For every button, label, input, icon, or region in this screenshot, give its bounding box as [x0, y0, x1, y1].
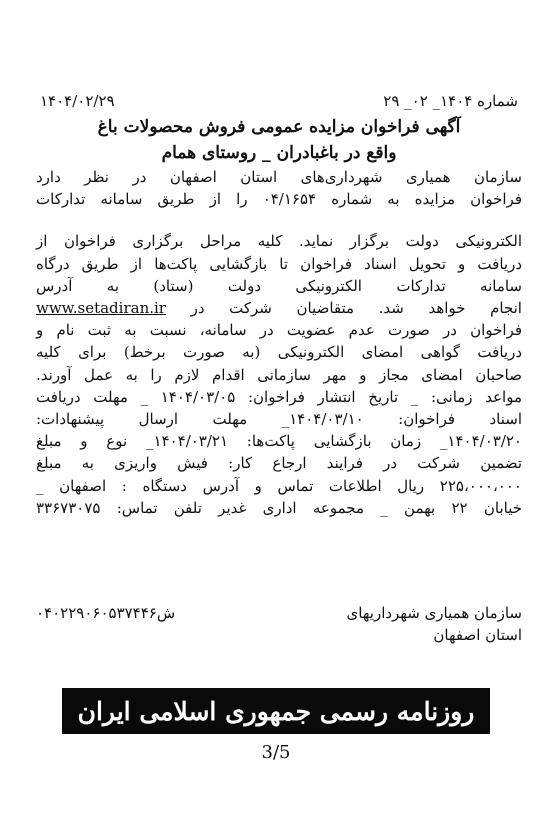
title-line-1: آگهی فراخوان مزایده عمومی فروش محصولات باغ — [97, 117, 461, 137]
body-line-with-url — [36, 297, 522, 319]
body-line: دریافت و تحویل اسناد فراخوان تا بازگشایی پاکت‌ها از طریق درگاه — [36, 254, 522, 273]
organization-name — [347, 602, 522, 646]
org-line-1: سازمان همیاری شهرداریهای — [346, 604, 522, 622]
body-line: سازمان همیاری شهرداری‌های استان اصفهان در نظر دارد — [36, 168, 522, 186]
newspaper-banner: روزنامه رسمی جمهوری اسلامی ایران — [62, 688, 490, 734]
body-line: صاحبان امضای مجاز و مهر سازمانی اقدام لازم را به عمل آورند. — [36, 365, 522, 384]
body-line: ۱۴۰۴/۰۳/۲۰_ زمان بازگشایی پاکت‌ها: ۱۴۰۴/۰۳/۲۱_ نوع و مبلغ — [36, 432, 522, 451]
header-row — [40, 92, 518, 112]
setadiran-link[interactable]: www.setadiran.ir — [36, 299, 166, 318]
page-number: 3/5 — [261, 742, 291, 763]
tracking-code: ش۰۴۰۲۲۹۰۶۰۵۳۷۴۴۶ — [36, 604, 176, 622]
announcement-date: ۱۴۰۴/۰۲/۲۹ — [40, 92, 115, 110]
announcement-number: شماره ۱۴۰۴_ ۰۲_ ۲۹ — [383, 92, 518, 110]
paragraph-gap — [36, 210, 522, 230]
body-line: خیابان ۲۲ بهمن _ مجموعه اداری غدیر تلفن تماس: ۳۳۶۷۳۰۷۵ — [36, 498, 522, 517]
announcement-title — [36, 114, 522, 166]
body-line: تضمین شرکت در فرایند ارجاع کار: فیش واریزی به مبلغ — [36, 454, 522, 473]
body-line: دریافت گواهی امضای الکترونیکی (به صورت برخط) برای کلیه — [36, 343, 522, 362]
body-line: سامانه تدارکات الکترونیکی دولت (ستاد) به آدرس — [36, 276, 522, 295]
org-line-2: استان اصفهان — [433, 626, 522, 644]
body-line: فراخوان مزایده به شماره ۰۴/۱۶۵۴ را از طریق سامانه تدارکات — [36, 190, 522, 209]
body-line: اسناد فراخوان: ۱۴۰۴/۰۳/۱۰_ مهلت ارسال پیشنهادات: — [36, 410, 523, 429]
body-line: الکترونیکی دولت برگزار نماید. کلیه مراحل برگزاری فراخوان از — [36, 232, 522, 251]
body-line: ۲۲۵،۰۰۰،۰۰۰ ریال اطلاعات تماس و آدرس دستگاه : اصفهان _ — [36, 476, 522, 495]
body-line: فراخوان در صورت عدم عضویت در سامانه، نسبت به ثبت نام و — [36, 321, 522, 340]
url-suffix-text: انجام خواهد شد. متقاضیان شرکت در — [190, 299, 522, 318]
title-line-2: واقع در باغبادران _ روستای همام — [161, 143, 397, 163]
announcement-body — [36, 166, 522, 519]
body-line: مواعد زمانی: _ تاریخ انتشار فراخوان: ۱۴۰۴/۰۳/۰۵ _ مهلت دریافت — [36, 387, 523, 406]
